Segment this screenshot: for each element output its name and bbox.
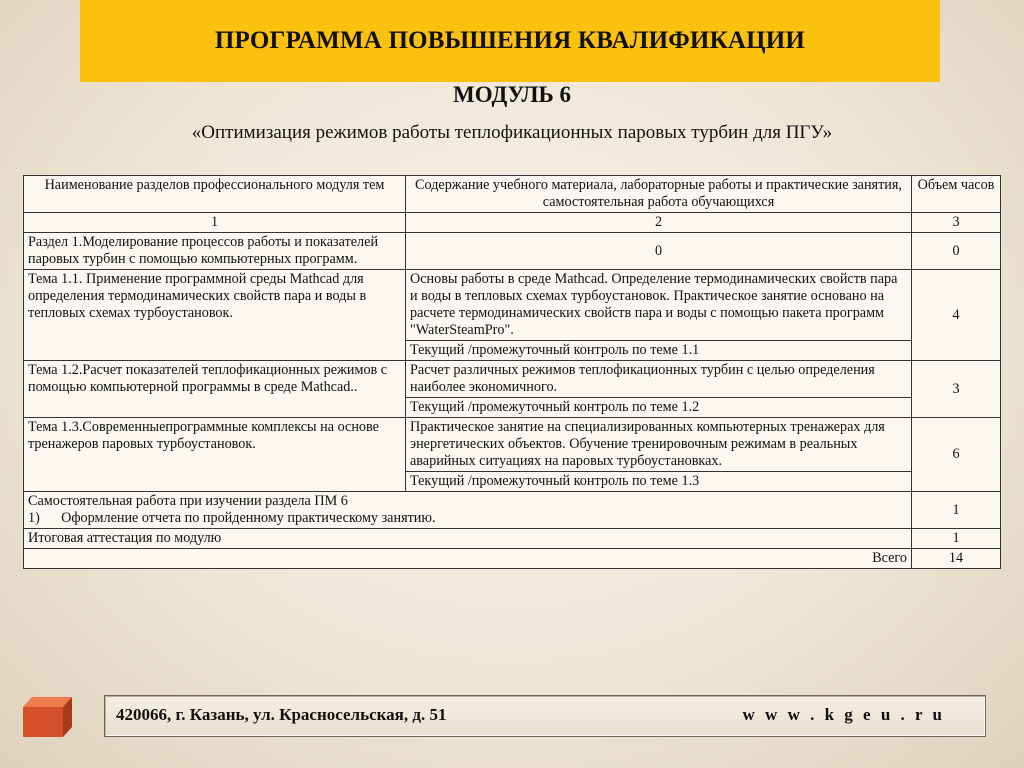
independent-work-row [24,492,1001,529]
table-row [24,270,1001,341]
column-number: 3 [912,213,1001,233]
final-assessment-hours: 1 [912,529,1001,549]
topic-control: Текущий /промежуточный контроль по теме 1.3 [406,472,912,492]
topic-name: Тема 1.3.Современныепрограммные комплексы на основе тренажеров паровых турбоустановок. [24,418,406,492]
final-assessment-row [24,529,1001,549]
topic-content: Практическое занятие на специализированных компьютерных тренажерах для энергетических объектов. Обучение тренировочным режимам в реальных аварийных ситуациях на паровых турбоустановках. [406,418,912,472]
total-label: Всего [24,549,912,569]
column-number: 2 [406,213,912,233]
topic-hours: 3 [912,361,1001,418]
topic-name: Тема 1.1. Применение программной среды Mathcad для определения термодинамических свойств пара и воды в тепловых схемах турбоустановок. [24,270,406,361]
header-hours: Объем часов [912,176,1001,213]
section-row [24,233,1001,270]
final-assessment: Итоговая аттестация по модулю [24,529,912,549]
column-number-row [24,213,1001,233]
independent-work-hours: 1 [912,492,1001,529]
footer-website: w w w . k g e u . r u [742,705,945,724]
footer-bar [104,695,986,737]
section-name: Раздел 1.Моделирование процессов работы и показателей паровых турбин с помощью компьютерных программ. [24,233,406,270]
topic-hours: 4 [912,270,1001,361]
topic-hours: 6 [912,418,1001,492]
module-subtitle: «Оптимизация режимов работы теплофикационных паровых турбин для ПГУ» [191,122,833,143]
independent-work [24,492,912,529]
section-content: 0 [406,233,912,270]
column-number: 1 [24,213,406,233]
topic-control: Текущий /промежуточный контроль по теме 1.1 [406,341,912,361]
independent-work-item: 1) Оформление отчета по пройденному практическому занятию. [28,510,436,526]
footer-address: 420066, г. Казань, ул. Красносельская, д. 51 [116,705,447,724]
header-sections: Наименование разделов профессионального модуля тем [24,176,406,213]
table-header-row [24,176,1001,213]
page-title: ПРОГРАММА ПОВЫШЕНИЯ КВАЛИФИКАЦИИ [214,27,806,54]
topic-content: Расчет различных режимов теплофикационных турбин с целью определения наиболее экономичного. [406,361,912,398]
total-hours: 14 [912,549,1001,569]
table-row [24,361,1001,398]
table-row [24,418,1001,472]
topic-control: Текущий /промежуточный контроль по теме 1.2 [406,398,912,418]
total-row [24,549,1001,569]
independent-work-title: Самостоятельная работа при изучении раздела ПМ 6 [28,493,348,509]
header-content: Содержание учебного материала, лабораторные работы и практические занятия, самостоятельная работа обучающихся [406,176,912,213]
section-hours: 0 [912,233,1001,270]
topic-content: Основы работы в среде Mathcad. Определение термодинамических свойств пара и воды в тепловых схемах турбоустановок. Практическое занятие основано на расчете термодинамических свойств пара и воды с помощью пакета программ "WaterSteamPro". [406,270,912,341]
cube-logo-icon [23,697,72,737]
topic-name: Тема 1.2.Расчет показателей теплофикационных режимов с помощью компьютерной программы в среде Mathcad.. [24,361,406,418]
program-table [23,175,1001,569]
module-title: МОДУЛЬ 6 [453,82,571,107]
title-banner [80,0,940,82]
